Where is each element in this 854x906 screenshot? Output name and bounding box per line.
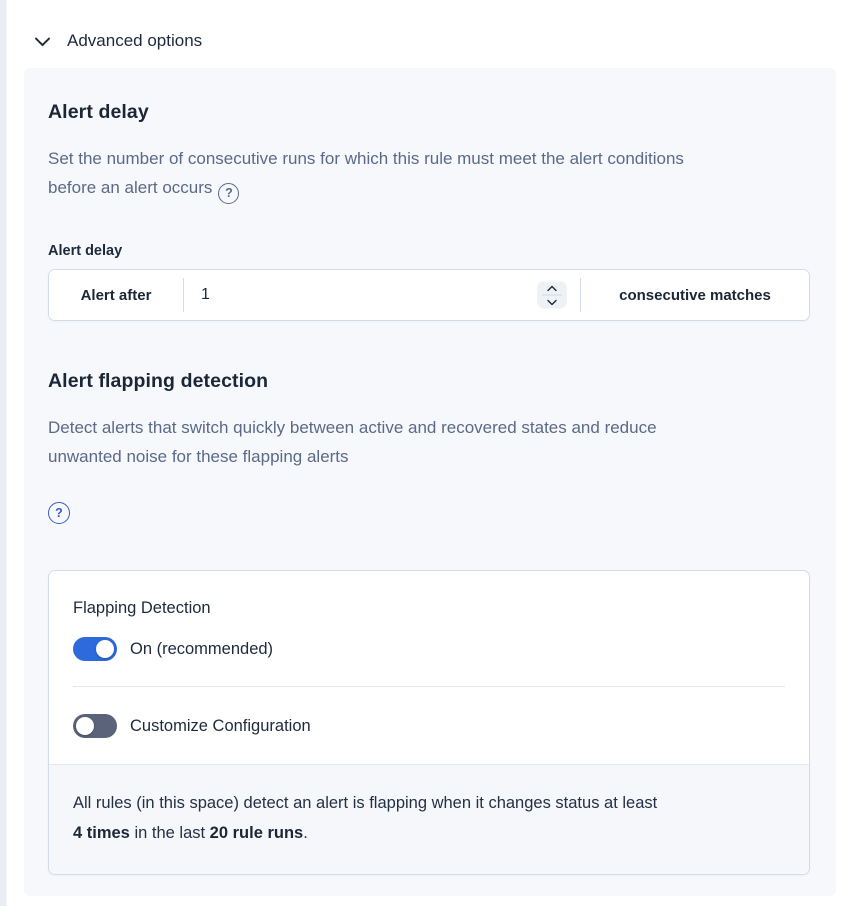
flapping-enabled-row — [73, 637, 785, 661]
flapping-enabled-toggle[interactable] — [73, 637, 117, 661]
flapping-panel-footer — [49, 764, 809, 874]
customize-configuration-toggle[interactable] — [73, 714, 117, 738]
flapping-panel-body — [49, 571, 809, 764]
alert-delay-input-wrap — [184, 270, 580, 320]
footer-bold-threshold: 4 times — [73, 824, 130, 842]
footer-segment: . — [303, 824, 308, 842]
alert-delay-description — [48, 144, 693, 204]
footer-bold-window: 20 rule runs — [209, 824, 304, 842]
chevron-down-icon — [33, 32, 52, 51]
customize-configuration-toggle-label: Customize Configuration — [130, 716, 311, 735]
alert-flapping-heading: Alert flapping detection — [48, 370, 269, 392]
flapping-help-icon[interactable]: ? — [48, 502, 70, 524]
accordion-label: Advanced options — [67, 31, 203, 50]
chevron-up-icon — [547, 285, 557, 291]
alert-delay-input-group — [48, 269, 810, 321]
stepper-increment-button[interactable] — [537, 282, 567, 295]
toggle-knob — [96, 640, 114, 658]
advanced-options-panel — [24, 68, 836, 896]
consecutive-matches-append-label: consecutive matches — [581, 270, 809, 320]
stepper-decrement-button[interactable] — [537, 296, 567, 309]
alert-delay-heading: Alert delay — [48, 101, 149, 123]
alert-delay-help-icon[interactable]: ? — [218, 183, 239, 204]
advanced-options-accordion-toggle[interactable] — [0, 0, 854, 51]
alert-delay-number-input[interactable] — [184, 270, 580, 320]
flapping-help-row — [48, 502, 812, 524]
flapping-detection-label: Flapping Detection — [73, 599, 211, 617]
footer-segment: in the last — [129, 824, 210, 842]
alert-after-prepend-label: Alert after — [49, 270, 183, 320]
chevron-down-icon — [547, 299, 557, 305]
footer-segment: All rules (in this space) detect an alert is flapping when it changes status at least — [73, 794, 658, 812]
panel-divider — [73, 686, 785, 687]
alert-delay-description-text: Set the number of consecutive runs for which this rule must meet the alert conditions before an alert occurs — [48, 149, 684, 197]
customize-configuration-row — [73, 714, 785, 738]
flapping-detection-panel — [48, 570, 810, 875]
toggle-knob — [76, 717, 94, 735]
flapping-enabled-toggle-label: On (recommended) — [130, 639, 274, 658]
alert-delay-field-label: Alert delay — [48, 243, 123, 259]
number-stepper — [537, 282, 567, 309]
flapping-footer-text — [73, 788, 658, 848]
left-panel-edge — [0, 0, 7, 906]
alert-flapping-description: Detect alerts that switch quickly between active and recovered states and reduce unwanted noise for these flapping alerts — [48, 418, 657, 466]
